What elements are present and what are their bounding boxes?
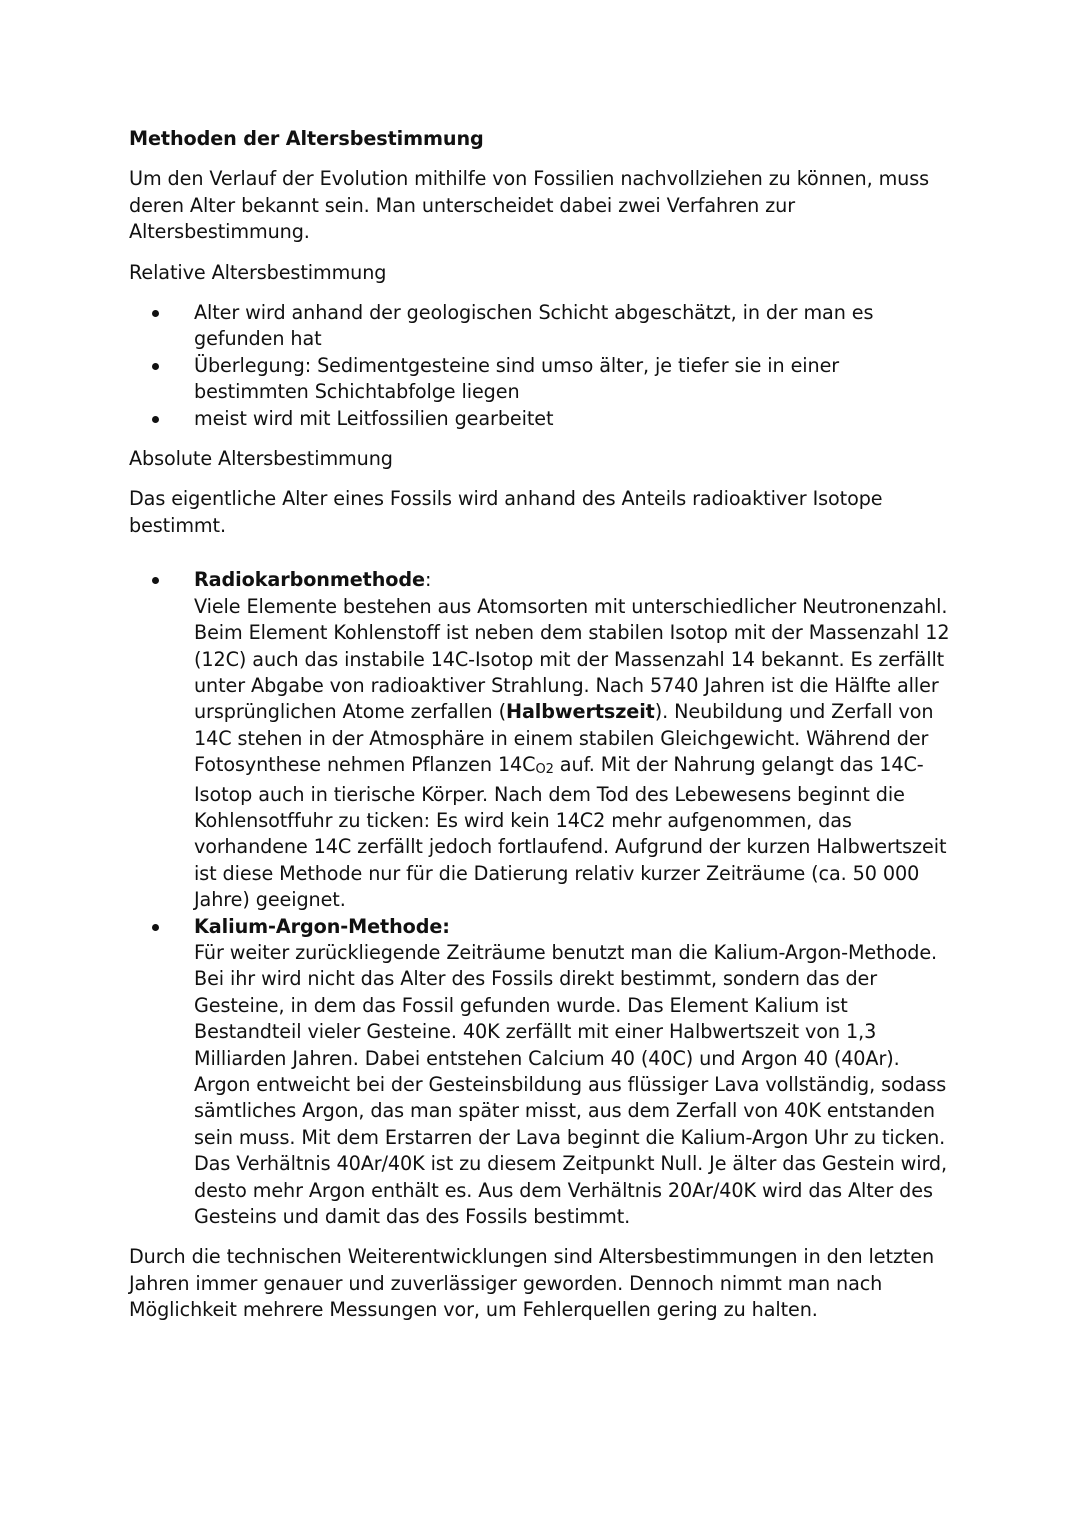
radiocarbon-colon: : [424,568,432,592]
list-item-text: Überlegung: Sedimentgesteine sind umso älter, je tiefer sie in einer bestimmten Schichtabfolge liegen [194,353,840,404]
bullet-icon [152,310,159,317]
list-item [129,300,957,353]
intro-paragraph: Um den Verlauf der Evolution mithilfe von Fossilien nachvollziehen zu können, muss deren Alter bekannt sein. Man unterscheidet dabei zwei Verfahren zur Altersbestimmung. [129,167,930,244]
radiocarbon-heading [194,567,957,593]
document-page [129,126,957,1338]
document-title: Methoden der Altersbestimmung [129,127,484,150]
bullet-icon [152,577,159,584]
absolute-heading: Absolute Altersbestimmung [129,447,393,471]
list-item [129,406,957,432]
halbwertszeit-term: Halbwertszeit [506,700,655,724]
relative-list [129,300,957,432]
list-item-text: Alter wird anhand der geologischen Schicht abgeschätzt, in der man es gefunden hat [194,301,874,351]
bullet-icon [152,924,159,931]
co2-small-text: O2 [535,762,554,778]
conclusion-paragraph: Durch die technischen Weiterentwicklungen sind Altersbestimmungen in den letzten Jahren immer genauer und zuverlässiger geworden. Dennoch nimmt man nach Möglichkeit mehrere Messungen vor, um Fehlerquellen gering zu halten. [129,1245,935,1322]
kalium-title: Kalium-Argon-Methode: [194,914,450,938]
radiocarbon-text-b: ). Neubildung und Zerfall von 14C stehen in der Atmosphäre in einem stabilen Gleichgewicht. Während der Fotosynthese nehmen Pflanzen 14C [194,700,934,777]
radiocarbon-text [194,594,957,914]
absolute-intro: Das eigentliche Alter eines Fossils wird anhand des Anteils radioaktiver Isotope bestimmt. [129,487,883,537]
list-item [129,353,957,406]
list-item-radiocarbon [129,567,957,913]
radiocarbon-text-a: Viele Elemente bestehen aus Atomsorten mit unterschiedlicher Neutronenzahl. Beim Element Kohlenstoff ist neben dem stabilen Isotop mit der Massenzahl 12 (12C) auch das instabile 14C-Isotop mit der Massenzahl 14 bekannt. Es zerfällt unter Abgabe von radioaktiver Strahlung. Nach 5740 Jahren ist die Hälfte aller ursprünglichen Atome zerfallen ( [194,594,950,724]
relative-heading: Relative Altersbestimmung [129,260,387,284]
bullet-icon [152,416,159,423]
bullet-icon [152,363,159,370]
kalium-text: Für weiter zurückliegende Zeiträume benutzt man die Kalium-Argon-Methode. Bei ihr wird nicht das Alter des Fossils direkt bestimmt, sondern das der Gesteine, in dem das Fossil gefunden wurde. Das Element Kalium ist Bestandteil vieler Gesteine. 40K zerfällt mit einer Halbwertszeit von 1,3 Milliarden Jahren. Dabei entstehen Calcium 40 (40C) und Argon 40 (40Ar). Argon entweicht bei der Gesteinsbildung aus flüssiger Lava vollständig, sodass sämtliches Argon, das man später misst, aus dem Zerfall von 40K entstanden sein muss. Mit dem Erstarren der Lava beginnt die Kalium-Argon Uhr zu ticken. Das Verhältnis 40Ar/40K ist zu diesem Zeitpunkt Null. Je älter das Gestein wird, desto mehr Argon enthält es. Aus dem Verhältnis 20Ar/40K wird das Alter des Gesteins und damit das des Fossils bestimmt. [194,940,948,1229]
method-list [129,567,957,1230]
radiocarbon-title: Radiokarbonmethode [194,568,425,592]
list-item-kalium [129,914,957,1231]
radiocarbon-text-c: auf. Mit der Nahrung gelangt das 14C-Isotop auch in tierische Körper. Nach dem Tod des Lebewesens beginnt die Kohlensotffuhr zu ticken: Es wird kein 14C2 mehr aufgenommen, das vorhandene 14C zerfällt jedoch fortlaufend. Aufgrund der kurzen Halbwertszeit ist diese Methode nur für die Datierung relativ kurzer Zeiträume (ca. 50 000 Jahre) geeignet. [194,753,947,912]
list-item-text: meist wird mit Leitfossilien gearbeitet [194,406,554,430]
